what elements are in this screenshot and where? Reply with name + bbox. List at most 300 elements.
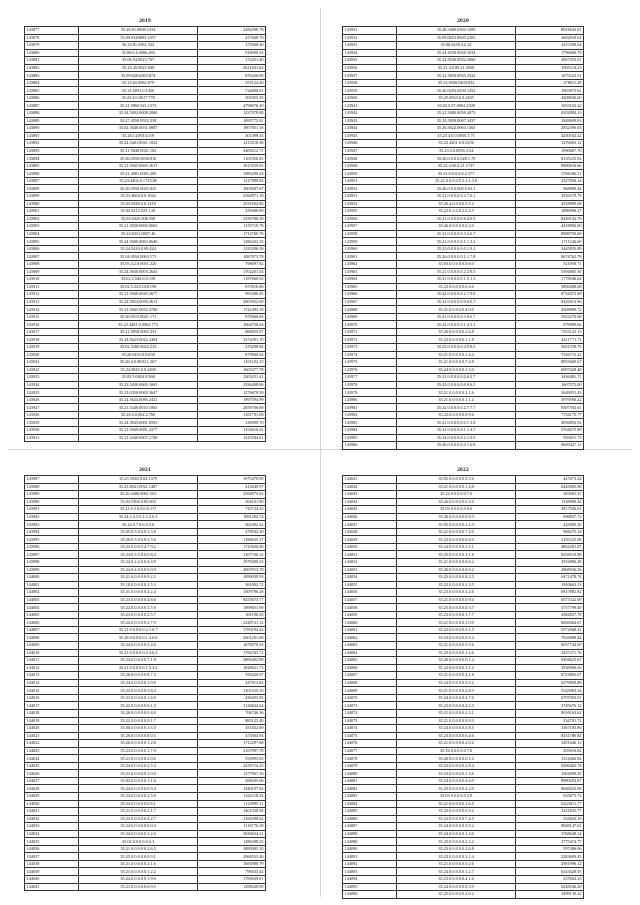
record-id-cell: 143954 bbox=[343, 200, 397, 208]
record-id-cell: 144064 bbox=[343, 649, 397, 657]
record-id-cell: 143922 bbox=[25, 366, 79, 374]
record-amount-cell: 1975470.89 bbox=[197, 476, 265, 484]
record-code-cell: 35.22.0.0.0.0.0.2.7.9 bbox=[79, 619, 198, 627]
record-amount-cell: 1783194.42 bbox=[197, 626, 265, 634]
table-row bbox=[25, 396, 266, 404]
record-code-cell: 35.24.0.7.0.6.0.5.6 bbox=[79, 521, 198, 529]
table-row bbox=[25, 366, 266, 374]
record-code-cell: 35.02.5.07.0063.2509 bbox=[397, 102, 516, 110]
table-row bbox=[25, 755, 266, 763]
record-code-cell: 35.26.0.0.0.0.0.1.2.8 bbox=[79, 740, 198, 748]
table-row bbox=[25, 223, 266, 231]
record-code-cell: 35.05.0.0.0.0.0.5.5.6 bbox=[397, 476, 516, 484]
record-amount-cell: 4356379.78 bbox=[515, 193, 583, 201]
table-row bbox=[25, 177, 266, 185]
block-title: 2022 bbox=[457, 467, 469, 473]
record-id-cell: 144057 bbox=[343, 596, 397, 604]
record-code-cell: 35.03.5560.0.05.603 bbox=[79, 498, 198, 506]
record-amount-cell: 521958.71 bbox=[515, 260, 583, 268]
table-row bbox=[343, 596, 584, 604]
record-code-cell: 35.24.5802.0008.2060 bbox=[79, 110, 198, 118]
record-code-cell: 35.21.0.0.0.0.0.0.9.4 bbox=[397, 596, 516, 604]
table-row bbox=[343, 87, 584, 95]
table-row bbox=[343, 223, 584, 231]
record-code-cell: 35.23.0.0.0.0.0.4.9.8.3 bbox=[397, 343, 516, 351]
record-code-cell: 35.21.5850.0065.333 bbox=[79, 328, 198, 336]
table-row bbox=[25, 762, 266, 770]
record-code-cell: 35.22.0.0.0.0.0.0.9.6 bbox=[397, 411, 516, 419]
table-row bbox=[343, 381, 584, 389]
record-code-cell: 35.22.0.0.0.0.0.7.4.5 bbox=[397, 815, 516, 823]
record-code-cell: 35.26.0.0.0.0.0.0.1.4 bbox=[397, 657, 516, 665]
table-row bbox=[25, 215, 266, 223]
record-amount-cell: 1613559.65 bbox=[197, 162, 265, 170]
record-code-cell: 35.24.0.0.0.0.0.1.2.6 bbox=[79, 830, 198, 838]
record-id-cell: 143949 bbox=[343, 162, 397, 170]
record-code-cell: 35.24.0.0.0.0.0.5.4.6 bbox=[79, 642, 198, 650]
record-id-cell: 144088 bbox=[343, 830, 397, 838]
table-row bbox=[25, 528, 266, 536]
record-id-cell: 144054 bbox=[343, 574, 397, 582]
record-id-cell: 144031 bbox=[25, 808, 79, 816]
table-row bbox=[25, 79, 266, 87]
table-row bbox=[25, 702, 266, 710]
record-code-cell: 35.22.0.0.0.0.0.2.3.5 bbox=[397, 581, 516, 589]
record-code-cell: 35.26.0.0.0.0.0.8.0.5 bbox=[79, 732, 198, 740]
table-row bbox=[25, 245, 266, 253]
record-id-cell: 143981 bbox=[343, 404, 397, 412]
table-row bbox=[25, 853, 266, 861]
table-row bbox=[25, 381, 266, 389]
table-row bbox=[343, 543, 584, 551]
table-row bbox=[25, 434, 266, 442]
record-code-cell: 35.21.0.0.0.0.0.2.377 bbox=[397, 170, 516, 178]
record-amount-cell: 3201646.13 bbox=[515, 740, 583, 748]
table-row bbox=[343, 664, 584, 672]
table-row bbox=[343, 389, 584, 397]
record-amount-cell: 4250102.22 bbox=[515, 132, 583, 140]
record-code-cell: 35.27.4550.9552.338 bbox=[79, 117, 198, 125]
record-amount-cell: 968275.34 bbox=[515, 528, 583, 536]
record-code-cell: 35.23.0.0.0.0.0.4.3.3 bbox=[397, 702, 516, 710]
record-id-cell: 144006 bbox=[25, 619, 79, 627]
record-id-cell: 144039 bbox=[25, 868, 79, 876]
record-code-cell: 35.21.0.0.0.0.0.1.5.3.2 bbox=[79, 664, 198, 672]
record-amount-cell: 1101525.10 bbox=[197, 687, 265, 695]
record-id-cell: 144016 bbox=[25, 694, 79, 702]
record-code-cell: 35.21.0.0.0.0.0.6.9.5 bbox=[79, 883, 198, 891]
record-amount-cell: 7353122.13 bbox=[515, 328, 583, 336]
record-amount-cell: 1649051.43 bbox=[515, 389, 583, 397]
table-row bbox=[343, 351, 584, 359]
record-code-cell: 35.23.0.0.0.0.0.1.3.6 bbox=[397, 770, 516, 778]
record-code-cell: 35.23.0.0.0.5.4.7.9.2 bbox=[79, 543, 198, 551]
record-code-cell: 35.22.0.0.0.0.0.9.1.3 bbox=[79, 702, 198, 710]
table-row bbox=[25, 147, 266, 155]
record-code-cell: 35.21.5830.0065.0663 bbox=[79, 223, 198, 231]
record-id-cell: 144096 bbox=[343, 891, 397, 899]
record-code-cell: 35.23.0.0.0.0.0.4.6.6 bbox=[79, 596, 198, 604]
record-id-cell: 144077 bbox=[343, 747, 397, 755]
record-id-cell: 143986 bbox=[343, 442, 397, 450]
record-code-cell: 35.23.0.0.0.0.0.6.4.6 bbox=[397, 732, 516, 740]
record-code-cell: 35.18.0.0.0.0.0.3.5.3 bbox=[79, 581, 198, 589]
record-amount-cell: 2560871.18 bbox=[197, 193, 265, 201]
table-row bbox=[25, 581, 266, 589]
record-id-cell: 143890 bbox=[25, 125, 79, 133]
table-row bbox=[343, 57, 584, 65]
record-amount-cell: 2584875.62 bbox=[197, 491, 265, 499]
table-row bbox=[25, 336, 266, 344]
record-amount-cell: 1997594.99 bbox=[197, 396, 265, 404]
record-amount-cell: 6723803.07 bbox=[515, 672, 583, 680]
record-amount-cell: 1213518.38 bbox=[197, 140, 265, 148]
record-id-cell: 143944 bbox=[343, 125, 397, 133]
record-id-cell: 144069 bbox=[343, 687, 397, 695]
table-row bbox=[343, 313, 584, 321]
record-code-cell: 35.23.0.0.0.0.0.0.0.0 bbox=[397, 536, 516, 544]
record-amount-cell: 3409212.71 bbox=[197, 147, 265, 155]
record-amount-cell: 3367185.86 bbox=[515, 725, 583, 733]
record-amount-cell: 2228721.12 bbox=[197, 619, 265, 627]
record-id-cell: 143898 bbox=[25, 185, 79, 193]
record-id-cell: 143959 bbox=[343, 238, 397, 246]
record-code-cell: 35.21.0.0.0.0.0.7.4.8 bbox=[397, 359, 516, 367]
record-id-cell: 143966 bbox=[343, 291, 397, 299]
record-id-cell: 144051 bbox=[343, 551, 397, 559]
record-id-cell: 144053 bbox=[343, 566, 397, 574]
record-id-cell: 143900 bbox=[25, 200, 79, 208]
record-amount-cell: 1095772.81 bbox=[197, 117, 265, 125]
record-amount-cell: 1782343.72 bbox=[197, 649, 265, 657]
record-code-cell: 35.22.0.0.0.0.0.1.4.5.1 bbox=[397, 321, 516, 329]
table-row bbox=[343, 260, 584, 268]
record-code-cell: 35.26.0550.0045.925 bbox=[79, 185, 198, 193]
record-id-cell: 143929 bbox=[25, 419, 79, 427]
record-id-cell: 143978 bbox=[343, 381, 397, 389]
table-row bbox=[343, 253, 584, 261]
record-amount-cell: 1999051.99 bbox=[197, 604, 265, 612]
record-id-cell: 144067 bbox=[343, 672, 397, 680]
record-id-cell: 144080 bbox=[343, 770, 397, 778]
table-row bbox=[25, 34, 266, 42]
record-id-cell: 144014 bbox=[25, 679, 79, 687]
table-row bbox=[25, 125, 266, 133]
record-id-cell: 144055 bbox=[343, 581, 397, 589]
record-amount-cell: 4418856.60 bbox=[515, 223, 583, 231]
record-amount-cell: 955651.75 bbox=[515, 434, 583, 442]
table-row bbox=[343, 747, 584, 755]
record-id-cell: 143948 bbox=[343, 155, 397, 163]
record-amount-cell: 4208636.60 bbox=[515, 94, 583, 102]
record-code-cell: 35.21.0.0.0.0.0.2.8.3 bbox=[397, 687, 516, 695]
table-row bbox=[343, 506, 584, 514]
record-code-cell: 35.26.5622.0064.1365 bbox=[397, 125, 516, 133]
record-amount-cell: 3768648.14 bbox=[515, 830, 583, 838]
record-code-cell: 35.23.0.0.0056.3.54 bbox=[397, 147, 516, 155]
record-amount-cell: 1848609.63 bbox=[515, 117, 583, 125]
record-code-cell: 35.02.0.0.0.0.0.1.1.6 bbox=[79, 777, 198, 785]
record-code-cell: 35.23.0.0.0.0.0.8.2.3 bbox=[397, 574, 516, 582]
table-row bbox=[343, 230, 584, 238]
record-amount-cell: 2966535.46 bbox=[197, 853, 265, 861]
record-amount-cell: 8455673.77 bbox=[197, 596, 265, 604]
record-id-cell: 143990 bbox=[25, 498, 79, 506]
record-amount-cell: 8202884.13 bbox=[515, 110, 583, 118]
record-code-cell: 35.26.0.0.0.0.028.1.70 bbox=[397, 155, 516, 163]
record-code-cell: 35.21.0.0.0.0.0.2.0.2 bbox=[397, 740, 516, 748]
record-id-cell: 143921 bbox=[25, 359, 79, 367]
record-id-cell: 144076 bbox=[343, 740, 397, 748]
table-row bbox=[25, 27, 266, 35]
record-code-cell: 35.23.0.0.0.0.0.3.2.6 bbox=[397, 589, 516, 597]
record-amount-cell: 237662.23 bbox=[515, 875, 583, 883]
record-code-cell: 35.23.0.0.0.0.0.0.9.2 bbox=[397, 808, 516, 816]
record-id-cell: 144052 bbox=[343, 559, 397, 567]
table-row bbox=[25, 404, 266, 412]
record-code-cell: 35.22.0.0.0.0.0.7.6 bbox=[397, 491, 516, 499]
record-amount-cell: 8880016.66 bbox=[515, 162, 583, 170]
record-id-cell: 143961 bbox=[343, 253, 397, 261]
record-amount-cell: 8431786.84 bbox=[515, 732, 583, 740]
table-row bbox=[25, 747, 266, 755]
record-code-cell: 35.21.0.0.0.0.0.5.5.6 bbox=[397, 642, 516, 650]
record-id-cell: 144030 bbox=[25, 800, 79, 808]
record-code-cell: 35.21.5860.921.1373 bbox=[79, 102, 198, 110]
record-code-cell: 35.21.5849.0081.2377 bbox=[79, 426, 198, 434]
record-code-cell: 35.03.5846.0.0.1418 bbox=[79, 200, 198, 208]
record-amount-cell: 1107706.22 bbox=[197, 551, 265, 559]
table-row bbox=[25, 800, 266, 808]
record-amount-cell: 2282598.78 bbox=[197, 27, 265, 35]
record-code-cell: 35.26.0.0.0.0.0.0.9.3 bbox=[397, 513, 516, 521]
records-table bbox=[24, 26, 266, 442]
table-row bbox=[343, 215, 584, 223]
table-row bbox=[343, 177, 584, 185]
table-row bbox=[343, 110, 584, 118]
record-code-cell: 35.21.0.0.0.0.0.0.6.0.7 bbox=[397, 298, 516, 306]
record-amount-cell: 3436481.71 bbox=[515, 374, 583, 382]
record-amount-cell: 8693427.11 bbox=[515, 442, 583, 450]
record-code-cell: 35.26.0.0.0.0.0.1.1.7.8 bbox=[397, 253, 516, 261]
table-row bbox=[343, 528, 584, 536]
record-amount-cell: 6248546.20 bbox=[515, 883, 583, 891]
record-id-cell: 144015 bbox=[25, 687, 79, 695]
record-id-cell: 143980 bbox=[343, 396, 397, 404]
table-row bbox=[25, 208, 266, 216]
record-code-cell: 35.21.0.0.0.0.0.0.0.2.7 bbox=[397, 374, 516, 382]
record-amount-cell: 1125995.11 bbox=[197, 800, 265, 808]
record-code-cell: 35.24.5630.0052.2060 bbox=[397, 57, 516, 65]
record-code-cell: 35.22.0.0.0.0.0.0.1.7 bbox=[79, 717, 198, 725]
record-id-cell: 144034 bbox=[25, 830, 79, 838]
record-id-cell: 143893 bbox=[25, 147, 79, 155]
record-code-cell: 35.24.5420.0.09.424 bbox=[79, 245, 198, 253]
record-code-cell: 35.21.5440.0007.1748 bbox=[79, 434, 198, 442]
record-amount-cell: 1676970.54 bbox=[197, 642, 265, 650]
table-row bbox=[343, 147, 584, 155]
record-amount-cell: 374451.40 bbox=[197, 57, 265, 65]
record-amount-cell: 239466.89 bbox=[197, 208, 265, 216]
record-code-cell: 35.24.0.0.0.0.0.2.5.0 bbox=[79, 792, 198, 800]
record-id-cell: 143970 bbox=[343, 321, 397, 329]
record-code-cell: 35.21.0.0.0.0.0.2.7.0.1 bbox=[397, 193, 516, 201]
table-row bbox=[25, 185, 266, 193]
record-code-cell: 35.26.14.0014.119 bbox=[79, 132, 198, 140]
table-row bbox=[343, 823, 584, 831]
record-amount-cell: 5572948.31 bbox=[515, 626, 583, 634]
record-code-cell: 35.21.0.0.0.0.0.0.2.6 bbox=[397, 860, 516, 868]
record-code-cell: 35.24.0.0.0.0.0.5.8.5 bbox=[397, 725, 516, 733]
record-amount-cell: 2866402.98 bbox=[197, 657, 265, 665]
record-id-cell: 143910 bbox=[25, 276, 79, 284]
record-id-cell: 144075 bbox=[343, 732, 397, 740]
table-row bbox=[343, 426, 584, 434]
record-id-cell: 144000 bbox=[25, 574, 79, 582]
record-amount-cell: 1342118.34 bbox=[197, 792, 265, 800]
record-id-cell: 143931 bbox=[25, 434, 79, 442]
record-id-cell: 144017 bbox=[25, 702, 79, 710]
table-row bbox=[25, 657, 266, 665]
table-row bbox=[343, 208, 584, 216]
table-row bbox=[25, 649, 266, 657]
table-row bbox=[343, 359, 584, 367]
record-id-cell: 144060 bbox=[343, 619, 397, 627]
record-id-cell: 143895 bbox=[25, 162, 79, 170]
record-amount-cell: 8734472.98 bbox=[515, 291, 583, 299]
record-code-cell: 35.00.0.0.0.0.0.3.6.3 bbox=[79, 725, 198, 733]
record-amount-cell: 918000.54 bbox=[197, 49, 265, 57]
table-row bbox=[343, 777, 584, 785]
table-row bbox=[343, 434, 584, 442]
table-row bbox=[343, 238, 584, 246]
record-id-cell: 143926 bbox=[25, 396, 79, 404]
record-id-cell: 144010 bbox=[25, 649, 79, 657]
record-code-cell: 35.22.0.0.0.0.0.2.7.7.7 bbox=[397, 404, 516, 412]
record-code-cell: 35.23.45.0025.949 bbox=[79, 64, 198, 72]
table-row bbox=[343, 193, 584, 201]
record-amount-cell: 1205251.41 bbox=[197, 374, 265, 382]
table-row bbox=[25, 732, 266, 740]
record-id-cell: 144063 bbox=[343, 642, 397, 650]
record-id-cell: 143933 bbox=[343, 42, 397, 50]
record-code-cell: 35.23.0.0.0.0.0.1.2.6 bbox=[397, 649, 516, 657]
record-id-cell: 144018 bbox=[25, 709, 79, 717]
record-amount-cell: 3636634.21 bbox=[197, 830, 265, 838]
record-code-cell: 35.16.0.0.0.0.0.7.6 bbox=[397, 747, 516, 755]
records-table bbox=[342, 475, 584, 899]
record-amount-cell: 5806408.68 bbox=[515, 283, 583, 291]
record-amount-cell: 8018643.01 bbox=[515, 27, 583, 35]
table-row bbox=[343, 808, 584, 816]
record-id-cell: 144085 bbox=[343, 808, 397, 816]
record-id-cell: 144023 bbox=[25, 747, 79, 755]
record-id-cell: 143971 bbox=[343, 328, 397, 336]
table-row bbox=[25, 57, 266, 65]
table-row bbox=[343, 657, 584, 665]
record-code-cell: 35.21.0.0.0.0.0.1.6.5 bbox=[397, 800, 516, 808]
record-amount-cell: 4411771.71 bbox=[515, 336, 583, 344]
record-id-cell: 143941 bbox=[343, 102, 397, 110]
table-row bbox=[25, 845, 266, 853]
record-code-cell: 35.24.0.3.5.8.0.0.8.4 bbox=[79, 551, 198, 559]
record-amount-cell: 1796600.79 bbox=[515, 49, 583, 57]
record-id-cell: 143968 bbox=[343, 306, 397, 314]
record-code-cell: 35.21.5400.0058.2073 bbox=[397, 110, 516, 118]
record-id-cell: 144081 bbox=[343, 777, 397, 785]
record-amount-cell: 6279809.89 bbox=[515, 679, 583, 687]
record-amount-cell: 1135719.78 bbox=[197, 223, 265, 231]
record-id-cell: 143916 bbox=[25, 321, 79, 329]
record-id-cell: 143930 bbox=[25, 426, 79, 434]
table-row bbox=[343, 170, 584, 178]
record-code-cell: 35.03.0426.008.358 bbox=[79, 215, 198, 223]
record-id-cell: 143879 bbox=[25, 42, 79, 50]
record-amount-cell: 278011.28 bbox=[515, 79, 583, 87]
record-code-cell: 35.21.0.0.0.0.0.1.6.0 bbox=[79, 694, 198, 702]
record-amount-cell: 3374291.70 bbox=[197, 336, 265, 344]
record-code-cell: 35.23.4.0.0.0050.1.71 bbox=[397, 132, 516, 140]
record-amount-cell: 3336408.86 bbox=[197, 381, 265, 389]
record-code-cell: 35.26.0550.6936.810 bbox=[79, 155, 198, 163]
record-amount-cell: 8853669.67 bbox=[515, 359, 583, 367]
record-id-cell: 144032 bbox=[25, 815, 79, 823]
table-row bbox=[25, 740, 266, 748]
record-code-cell: 35.24.0.0.0.0.0.0.5.9 bbox=[397, 883, 516, 891]
record-id-cell: 144001 bbox=[25, 581, 79, 589]
record-amount-cell: 1683988.79 bbox=[197, 860, 265, 868]
record-code-cell: 35.24.5824.0050.2613 bbox=[79, 298, 198, 306]
record-amount-cell: 412649.97 bbox=[197, 483, 265, 491]
record-code-cell: 35.24.5845.0.0.2490 bbox=[79, 366, 198, 374]
table-row bbox=[25, 860, 266, 868]
table-row bbox=[25, 679, 266, 687]
record-code-cell: 35.24.0.0.0.0.0.1.4.6 bbox=[397, 830, 516, 838]
record-code-cell: 35.24.0.0.0.0.0.4.6.9 bbox=[397, 777, 516, 785]
record-code-cell: 35.26.4406.0061.563 bbox=[79, 491, 198, 499]
record-id-cell: 144004 bbox=[25, 604, 79, 612]
table-row bbox=[343, 245, 584, 253]
record-code-cell: 35.03.0.0.0.0.0.0.6 bbox=[397, 506, 516, 514]
table-row bbox=[343, 672, 584, 680]
table-row bbox=[25, 313, 266, 321]
record-code-cell: 35.23.0350.0065.3647 bbox=[79, 389, 198, 397]
record-code-cell: 35.23.4402.0.1723.80 bbox=[79, 177, 198, 185]
record-id-cell: 144074 bbox=[343, 725, 397, 733]
table-row bbox=[25, 823, 266, 831]
table-row bbox=[25, 72, 266, 80]
record-code-cell: 35.24.0.0.0.0.0.7.1.8 bbox=[79, 657, 198, 665]
record-code-cell: 35.21.0.0.0.0.0.2.1.6 bbox=[79, 860, 198, 868]
table-row bbox=[25, 321, 266, 329]
record-amount-cell: 6097428.48 bbox=[515, 366, 583, 374]
record-id-cell: 144041 bbox=[343, 476, 397, 484]
record-amount-cell: 1979209.23 bbox=[197, 559, 265, 567]
record-amount-cell: 798097.82 bbox=[197, 260, 265, 268]
record-amount-cell: 796533.42 bbox=[197, 868, 265, 876]
record-code-cell: 35.23.0.0.0.0.0.1.7.7 bbox=[397, 611, 516, 619]
table-row bbox=[343, 117, 584, 125]
record-id-cell: 144036 bbox=[25, 845, 79, 853]
table-row bbox=[343, 845, 584, 853]
record-code-cell: 35.05.0.0.0.0.0.1.2.3 bbox=[397, 521, 516, 529]
record-amount-cell: 8016163.62 bbox=[515, 709, 583, 717]
record-amount-cell: 866055.87 bbox=[197, 328, 265, 336]
record-amount-cell: 1712760.76 bbox=[197, 230, 265, 238]
record-code-cell: 35.26.0203.0430.1452 bbox=[397, 87, 516, 95]
table-row bbox=[343, 619, 584, 627]
record-amount-cell: 364101.80 bbox=[197, 498, 265, 506]
